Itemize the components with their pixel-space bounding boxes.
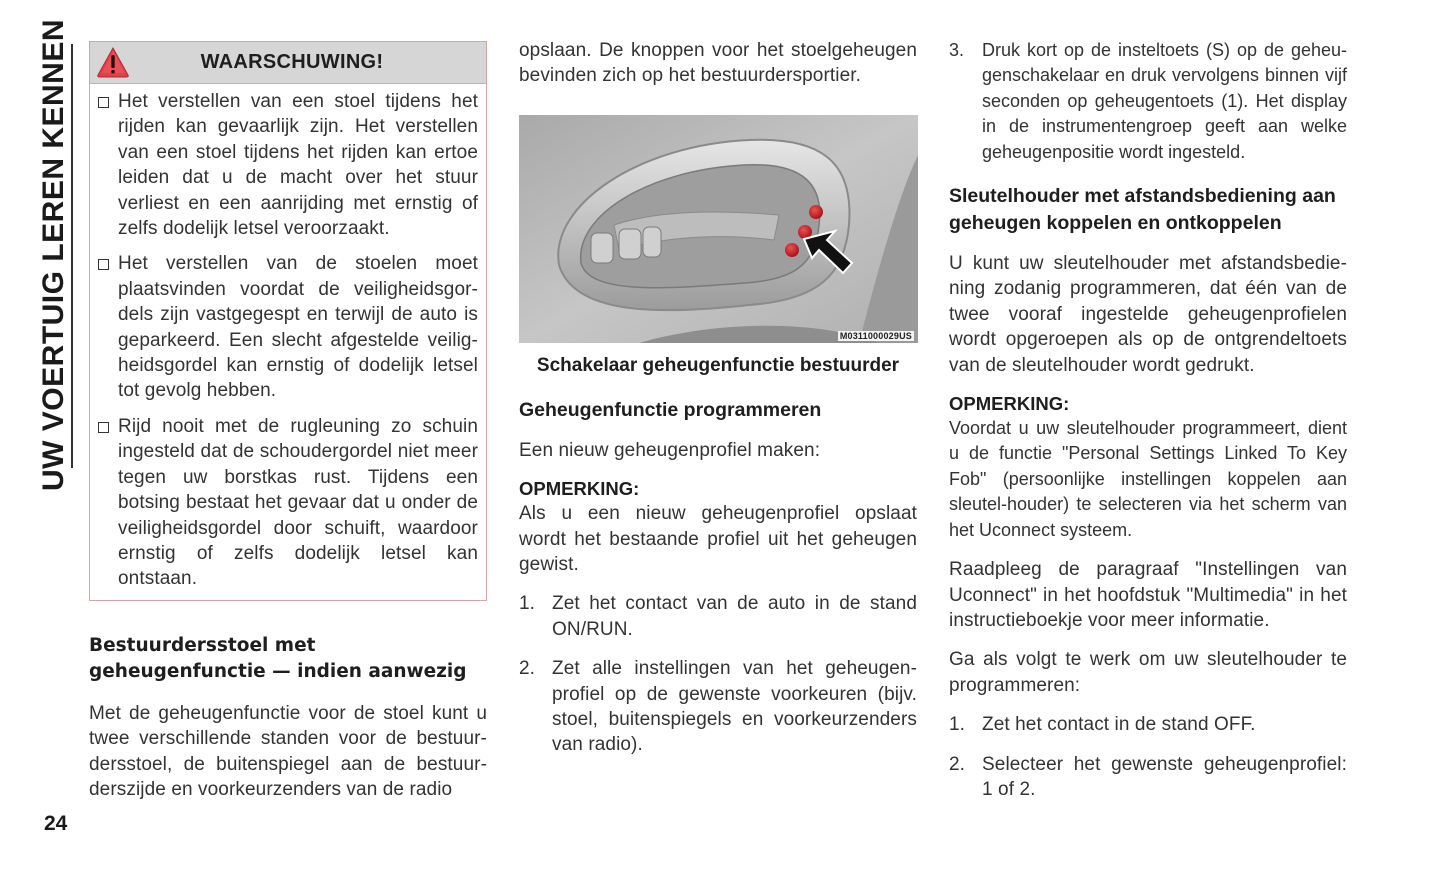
section-heading: Geheugenfunctie programmeren bbox=[519, 398, 822, 421]
figure-code: M0311000029US bbox=[839, 330, 912, 341]
warning-item bbox=[98, 251, 478, 403]
note-text: Voordat u uw sleutelhouder programmeert, dient u de functie "Personal Settings Linked To Key Fob" (persoonlijke instellingen koppelen aan sleutel-houder) te selecteren via het scherm van het Uconnect systeem. bbox=[949, 418, 1347, 540]
figure-caption: Schakelaar geheugenfunctie bestuurder bbox=[536, 354, 900, 376]
warning-item bbox=[98, 89, 478, 241]
step-text: Selecteer het gewenste geheugenprofiel: 1 of 2. bbox=[982, 753, 1347, 800]
square-bullet-icon bbox=[98, 422, 109, 433]
paragraph-continued: opslaan. De knoppen voor het stoelgeheugen bevinden zich op het bestuurdersportier. bbox=[519, 40, 917, 87]
step-number: 3. bbox=[949, 40, 965, 60]
memory-button-2 bbox=[785, 243, 799, 257]
memory-button-1 bbox=[809, 205, 823, 219]
step-number: 1. bbox=[949, 714, 966, 736]
note-label: OPMERKING: bbox=[519, 478, 640, 500]
step-item bbox=[519, 656, 917, 758]
section-heading: Bestuurdersstoel met geheugenfunctie — indien aanwezig bbox=[89, 634, 467, 682]
warning-header bbox=[90, 42, 486, 84]
column-2 bbox=[519, 38, 917, 758]
paragraph: U kunt uw sleutelhouder met afstandsbedie-ning zodanig programmeren, dat één van de twee vooraf ingestelde geheugenprofielen wordt opgeroepen als op de ontgrendeltoets van de sleutelhouder wordt gedrukt. bbox=[949, 253, 1347, 376]
section-heading: Sleutelhouder met afstandsbediening aan geheugen koppelen en ontkoppelen bbox=[949, 185, 1336, 235]
note-text: Als u een nieuw geheugenprofiel opslaat wordt het bestaande profiel uit het geheugen gewist. bbox=[519, 503, 917, 576]
warning-body bbox=[90, 84, 486, 600]
warning-triangle-icon bbox=[96, 46, 130, 78]
step-item bbox=[519, 591, 917, 642]
step-text: Zet het contact in de stand OFF. bbox=[982, 714, 1256, 736]
warning-item bbox=[98, 414, 478, 592]
chapter-title: UW VOERTUIG LEREN KENNEN bbox=[37, 18, 70, 492]
warning-box bbox=[89, 41, 487, 601]
column-3 bbox=[949, 38, 1347, 802]
warning-text: Rijd nooit met de rugleuning zo schuin ingesteld dat de schoudergordel niet meer tegen uw borstkas rust. Tijdens een botsing bestaat het gevaar dat u onder de veiligheidsgordel door schuift, waardoor ernstig of zelfs dodelijk letsel kan ontstaan. bbox=[118, 415, 478, 590]
warning-text: Het verstellen van een stoel tijdens het rijden kan gevaarlijk zijn. Het verstellen van een stoel tijdens het rijden kan ertoe leiden dat u de macht over het stuur verliest en een aanrijding met ernstig of zelfs dodelijk letsel veroorzaakt. bbox=[118, 91, 478, 240]
step-number: 2. bbox=[949, 753, 966, 775]
chapter-side-tab bbox=[34, 18, 74, 492]
door-panel-illustration bbox=[519, 115, 918, 343]
side-divider bbox=[71, 44, 73, 468]
step-text: Zet alle instellingen van het geheugen-profiel op de gewenste voorkeuren (bijv. stoel, buitenspiegels en voorkeurzenders van radio). bbox=[552, 658, 917, 756]
paragraph: Met de geheugenfunctie voor de stoel kunt u twee verschillende standen voor de bestuur-dersstoel, de buitenspiegel aan de bestuur-derszijde en voorkeurzenders van de radio bbox=[89, 702, 487, 800]
memory-switch-figure bbox=[519, 115, 918, 343]
step-text: Zet het contact van de auto in de stand ON/RUN. bbox=[552, 593, 917, 640]
warning-text: Het verstellen van de stoelen moet plaatsvinden voordat de veiligheidsgor-dels zijn vastgegespt en terwijl de auto is geparkeerd. Een slecht afgestelde veilig-heidsgordel kan ernstig of dodelijk letsel tot gevolg hebben. bbox=[118, 253, 478, 402]
paragraph: Ga als volgt te werk om uw sleutelhouder te programmeren: bbox=[949, 649, 1347, 696]
square-bullet-icon bbox=[98, 259, 109, 270]
paragraph: Raadpleeg de paragraaf "Instellingen van Uconnect" in het hoofdstuk "Multimedia" in het instructieboekje voor meer informatie. bbox=[949, 559, 1347, 631]
step-item bbox=[949, 712, 1347, 737]
step-number: 1. bbox=[519, 593, 536, 615]
step-item bbox=[949, 38, 1347, 165]
intro-text: Een nieuw geheugenprofiel maken: bbox=[519, 439, 821, 461]
step-item bbox=[949, 752, 1347, 803]
step-number: 2. bbox=[519, 658, 536, 680]
column-1 bbox=[89, 38, 487, 802]
step-text: Druk kort op de insteltoets (S) op de geheu-genschakelaar en druk vervolgens binnen vijf seconden op geheugentoets (1). Het display in de instrumentengroep geeft aan welke geheugenpositie wordt ingesteld. bbox=[982, 40, 1347, 162]
square-bullet-icon bbox=[98, 97, 109, 108]
warning-title: WAARSCHUWING! bbox=[200, 51, 384, 73]
note-label: OPMERKING: bbox=[949, 393, 1070, 415]
page-number: 24 bbox=[44, 812, 68, 835]
